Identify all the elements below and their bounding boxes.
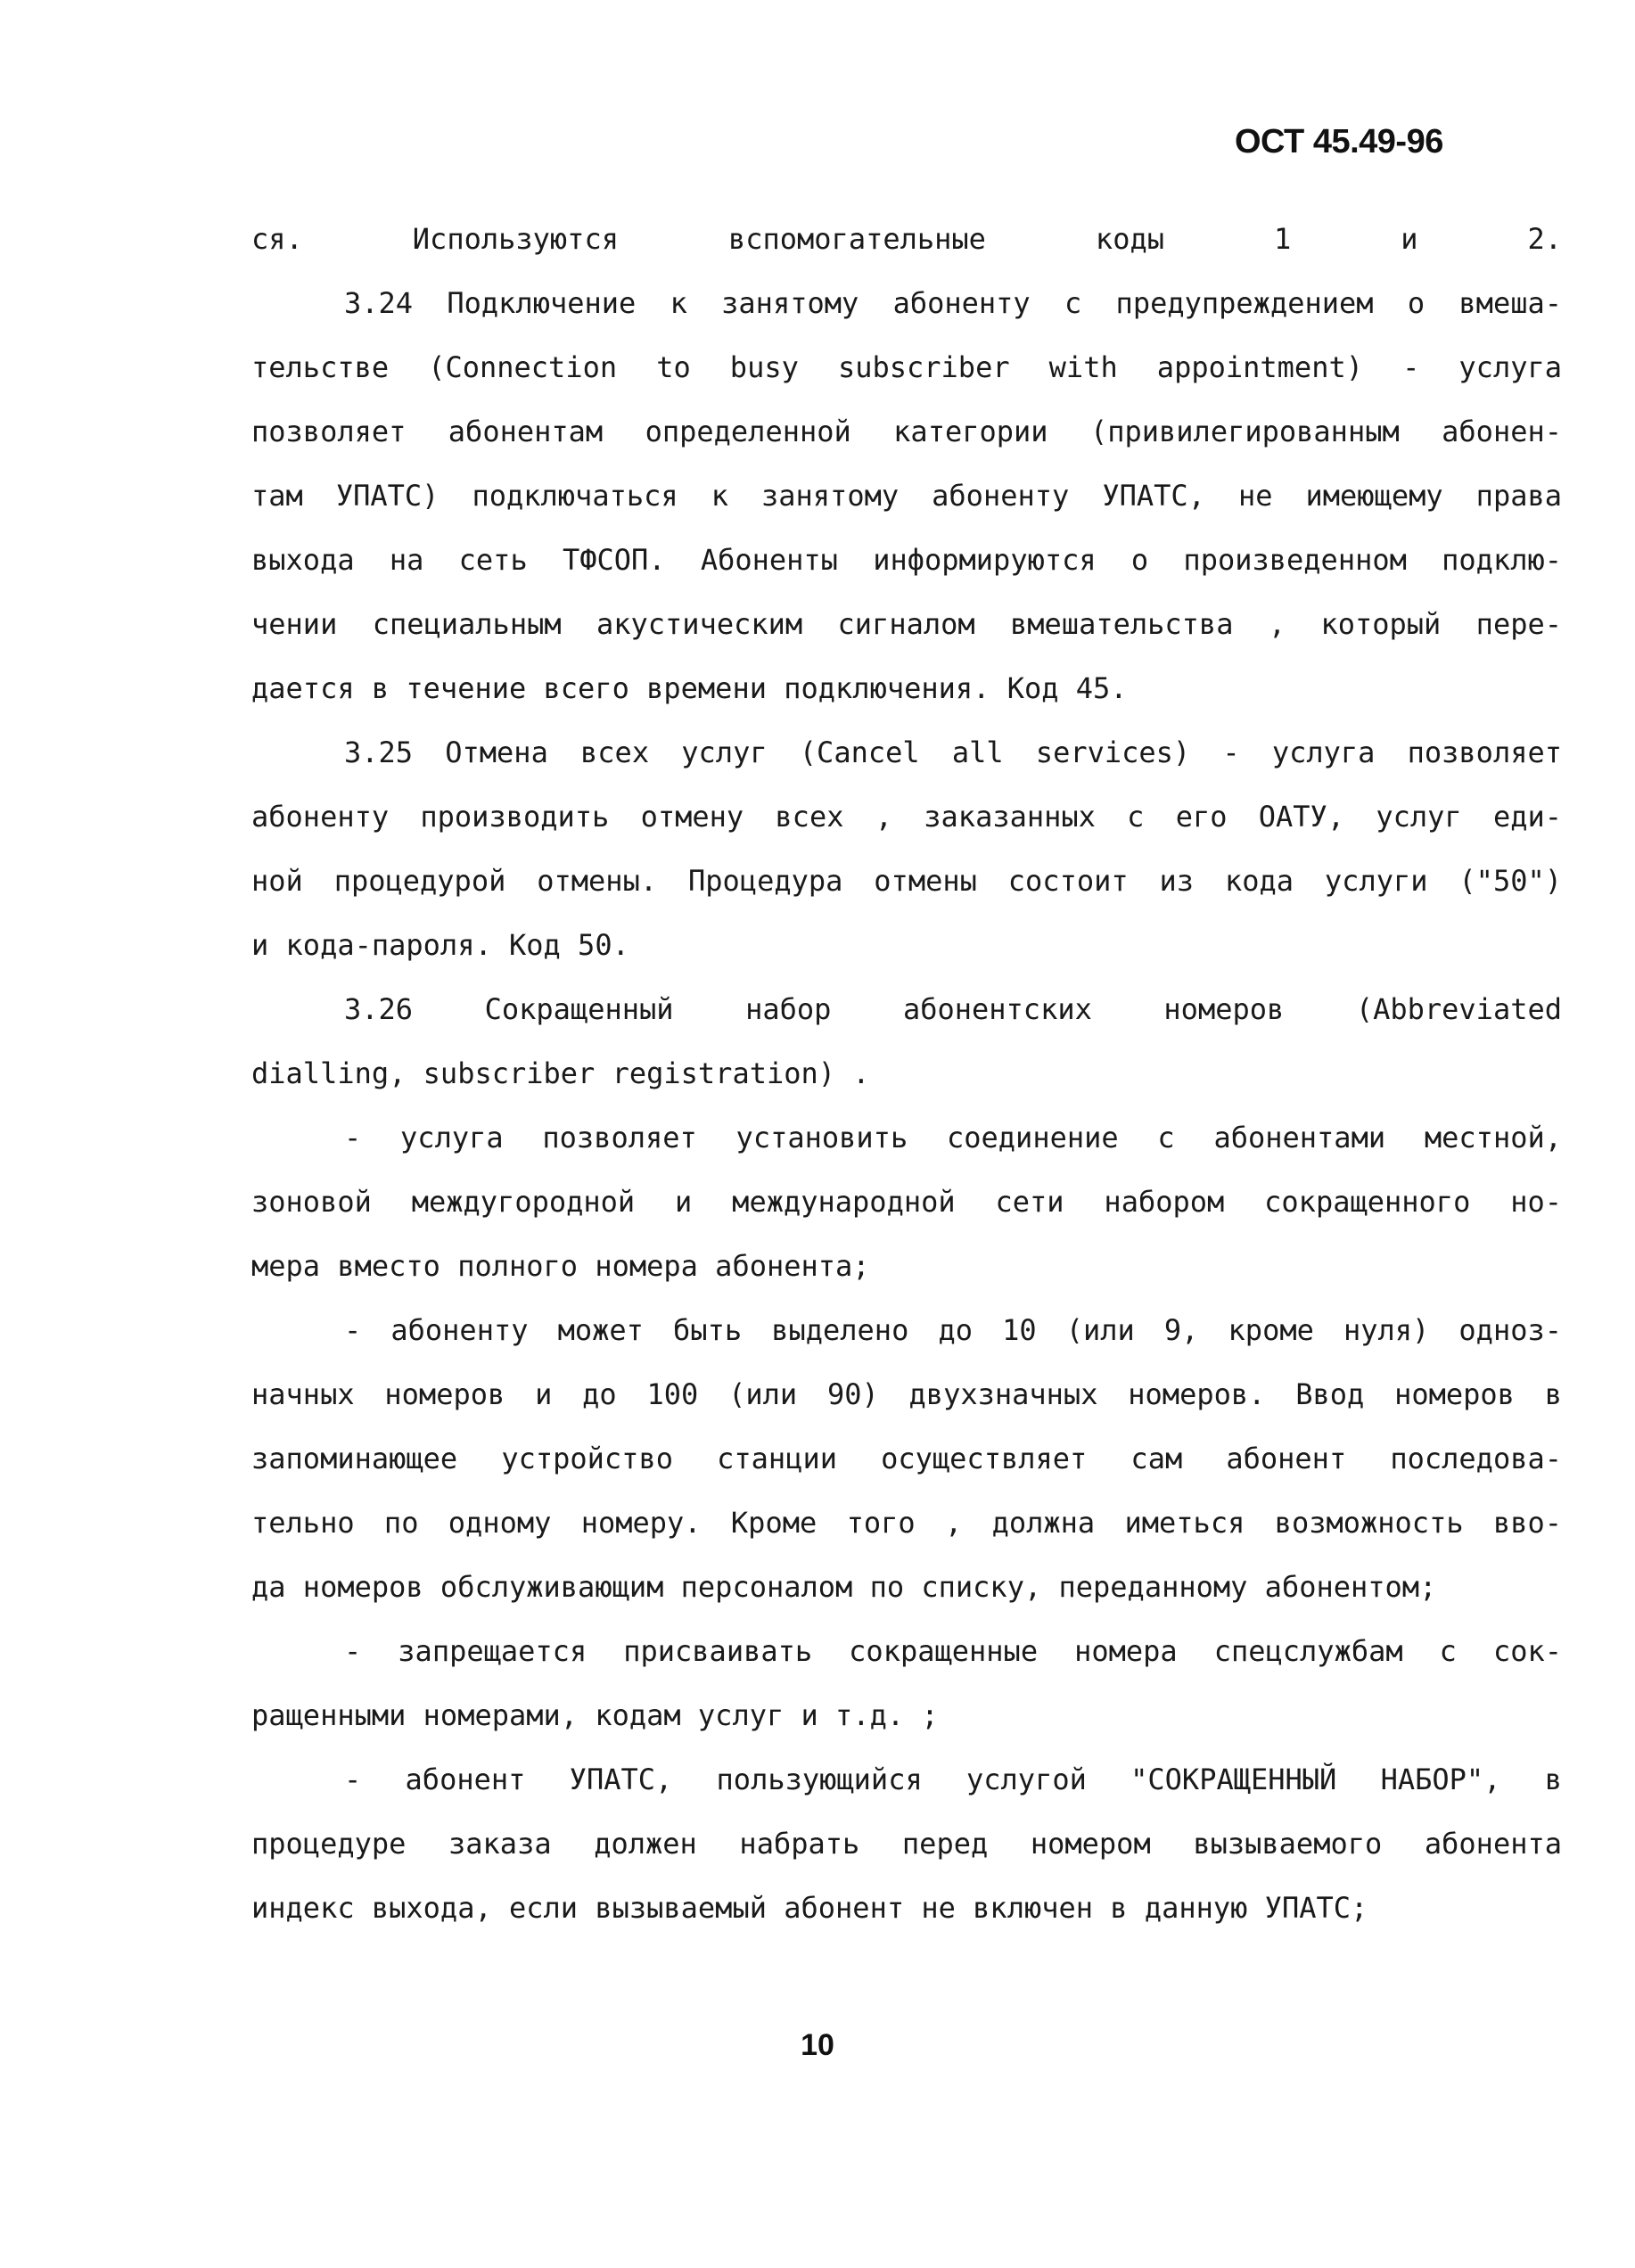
text-line: выхода на сеть ТФСОП. Абоненты информируются о произведенном подклю- xyxy=(251,543,1562,577)
list-item-line: - услуга позволяет установить соединение с абонентами местной, xyxy=(344,1121,1562,1155)
list-item-line: - абонент УПАТС, пользующийся услугой "СОКРАЩЕННЫЙ НАБОР", в xyxy=(344,1763,1562,1796)
text-line: процедуре заказа должен набрать перед номером вызываемого абонента xyxy=(251,1827,1562,1861)
list-item-line: - абоненту может быть выделено до 10 (или 9, кроме нуля) одноз- xyxy=(344,1313,1562,1347)
text-line: да номеров обслуживающим персоналом по списку, переданному абонентом; xyxy=(251,1570,1437,1604)
text-line: начных номеров и до 100 (или 90) двухзначных номеров. Ввод номеров в xyxy=(251,1377,1562,1411)
text-line: и кода-пароля. Код 50. xyxy=(251,928,629,962)
document-code: ОСТ 45.49-96 xyxy=(1235,123,1443,160)
text-line: зоновой междугородной и международной сети набором сокращенного но- xyxy=(251,1185,1562,1219)
text-line: мера вместо полного номера абонента; xyxy=(251,1249,870,1283)
text-line: позволяет абонентам определенной категории (привилегированным абонен- xyxy=(251,415,1562,448)
body-text xyxy=(251,207,1562,1940)
text-line: ращенными номерами, кодам услуг и т.д. ; xyxy=(251,1698,939,1732)
text-line: тельно по одному номеру. Кроме того , должна иметься возможность вво- xyxy=(251,1506,1562,1540)
text-line: ной процедурой отмены. Процедура отмены состоит из кода услуги ("50") xyxy=(251,864,1562,898)
paragraph-3-25-line: 3.25 Отмена всех услуг (Cancel all services) - услуга позволяет xyxy=(344,735,1562,769)
text-line: дается в течение всего времени подключения. Код 45. xyxy=(251,671,1128,705)
text-line: чении специальным акустическим сигналом вмешательства , который пере- xyxy=(251,607,1562,641)
text-line: тельстве (Connection to busy subscriber with appointment) - услуга xyxy=(251,350,1562,384)
list-item-line: - запрещается присваивать сокращенные номера спецслужбам с сок- xyxy=(344,1634,1562,1668)
page-number: 10 xyxy=(801,2028,834,2062)
text-line: там УПАТС) подключаться к занятому абоненту УПАТС, не имеющему права xyxy=(251,479,1562,513)
paragraph-3-26-line: 3.26 Сокращенный набор абонентских номеров (Abbreviated xyxy=(344,992,1562,1026)
text-line: абоненту производить отмену всех , заказанных с его ОАТУ, услуг еди- xyxy=(251,800,1562,834)
text-line: индекс выхода, если вызываемый абонент не включен в данную УПАТС; xyxy=(251,1891,1368,1925)
text-line: dialling, subscriber registration) . xyxy=(251,1056,870,1090)
text-line: запоминающее устройство станции осуществляет сам абонент последова- xyxy=(251,1442,1562,1475)
paragraph-3-24-line: 3.24 Подключение к занятому абоненту с предупреждением о вмеша- xyxy=(344,286,1562,320)
text-line: ся. Используются вспомогательные коды 1 и 2. xyxy=(251,222,1562,256)
